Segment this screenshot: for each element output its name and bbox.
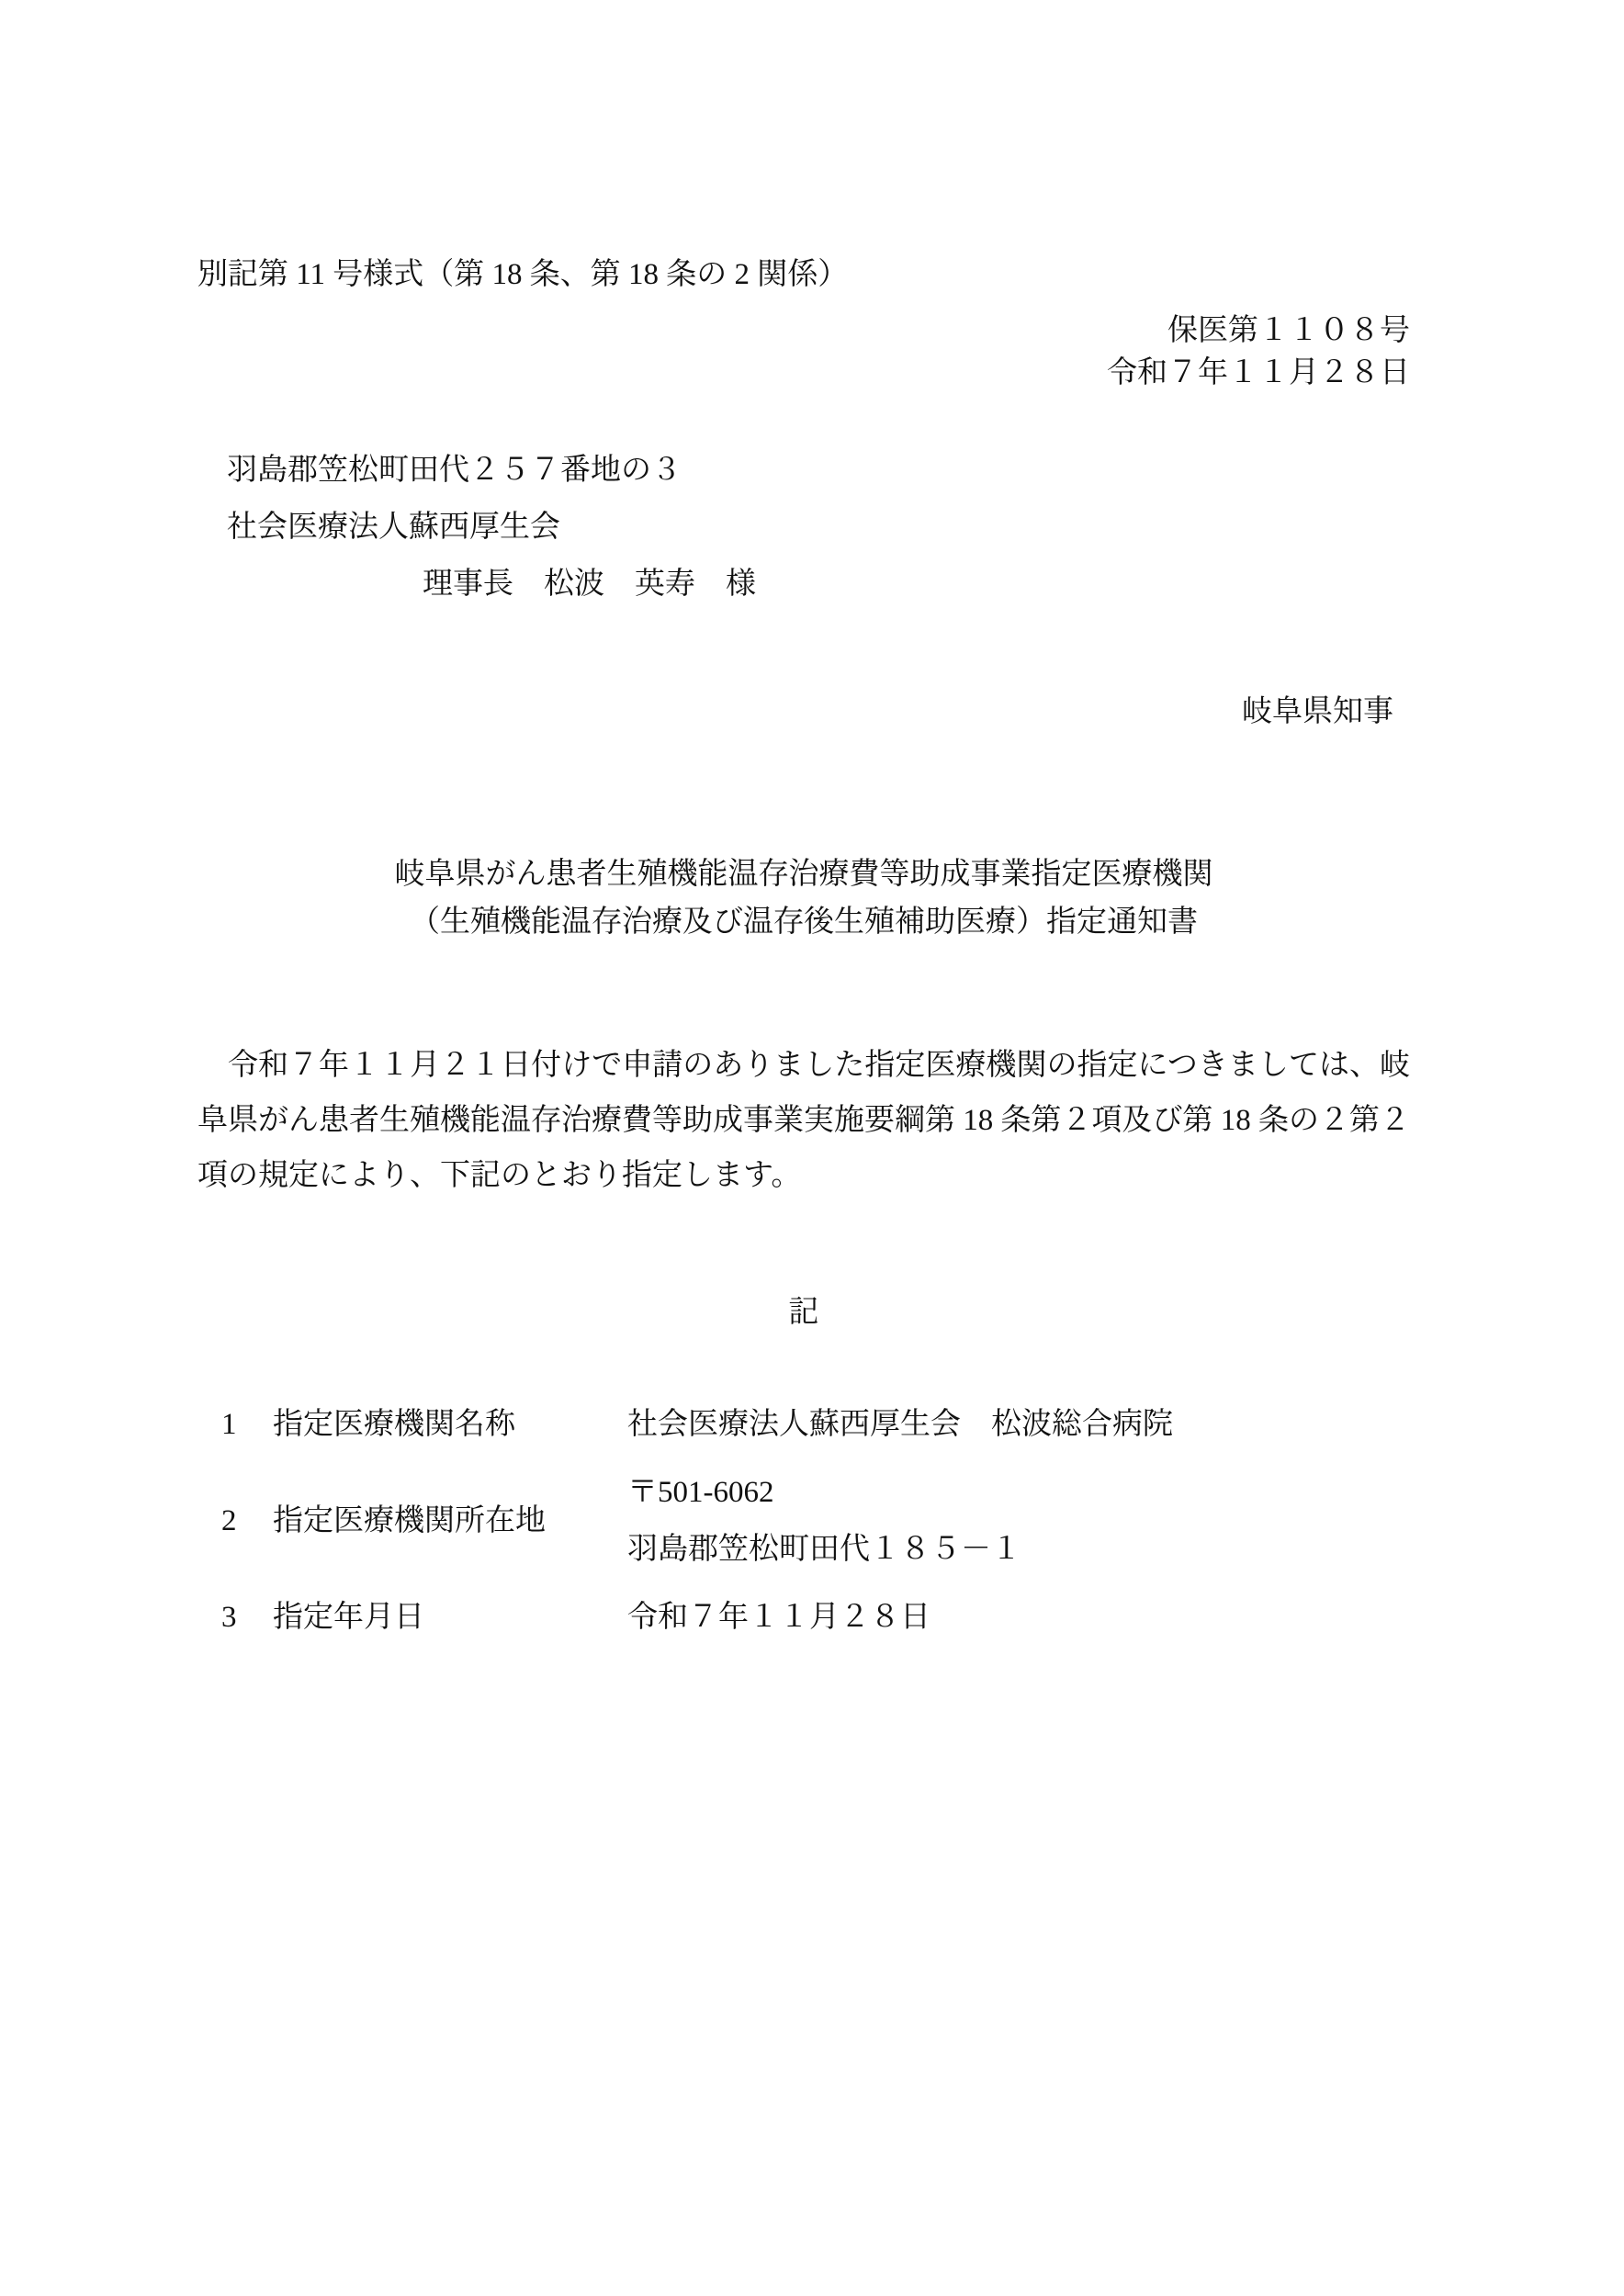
item-row-designation-date xyxy=(221,1596,1410,1638)
institution-name-value: 社会医療法人蘇西厚生会 松波総合病院 xyxy=(627,1408,1173,1441)
addressee-organization: 社会医療法人蘇西厚生会 xyxy=(227,511,560,544)
item-value-institution-address xyxy=(627,1464,1410,1578)
item-row-name xyxy=(221,1403,1410,1446)
item-number: 1 xyxy=(221,1408,237,1441)
addressee-block xyxy=(227,442,1410,613)
item-label-institution-name: 指定医療機関名称 xyxy=(273,1408,515,1441)
designation-date-value: 令和７年１１月２８日 xyxy=(627,1601,930,1634)
item-row-address xyxy=(221,1464,1410,1578)
form-number-note: 別記第 11 号様式（第 18 条、第 18 条の 2 関係） xyxy=(197,258,849,291)
sender-signature: 岐阜県知事 xyxy=(1242,695,1393,728)
street-address-value: 羽島郡笠松町田代１８５－１ xyxy=(627,1533,1021,1566)
body-paragraph: 令和７年１１月２１日付けで申請のありました指定医療機関の指定につきましては、岐阜県がん患者生殖機能温存治療費等助成事業実施要綱第 18 条第２項及び第 18 条の２第２項の規定により、下記のとおり指定します。 xyxy=(197,1049,1410,1192)
document-title-line2: （生殖機能温存治療及び温存後生殖補助医療）指定通知書 xyxy=(410,906,1198,939)
issue-date: 令和７年１１月２８日 xyxy=(1107,356,1410,389)
item-value-institution-name xyxy=(627,1403,1410,1446)
item-value-designation-date xyxy=(627,1596,1410,1638)
designation-items xyxy=(221,1403,1410,1638)
item-number: 3 xyxy=(221,1601,237,1634)
document-number: 保医第１１０８号 xyxy=(1167,314,1410,347)
postal-code-value: 〒501-6062 xyxy=(627,1476,774,1509)
addressee-address: 羽島郡笠松町田代２５７番地の３ xyxy=(227,454,682,487)
record-heading: 記 xyxy=(788,1296,819,1329)
item-label-designation-date: 指定年月日 xyxy=(273,1601,424,1634)
item-label-institution-address: 指定医療機関所在地 xyxy=(273,1504,546,1537)
item-number: 2 xyxy=(221,1504,237,1537)
addressee-recipient: 理事長 松波 英寿 様 xyxy=(423,568,756,601)
document-title xyxy=(197,850,1410,946)
document-title-line1: 岐阜県がん患者生殖機能温存治療費等助成事業指定医療機関 xyxy=(394,858,1213,891)
